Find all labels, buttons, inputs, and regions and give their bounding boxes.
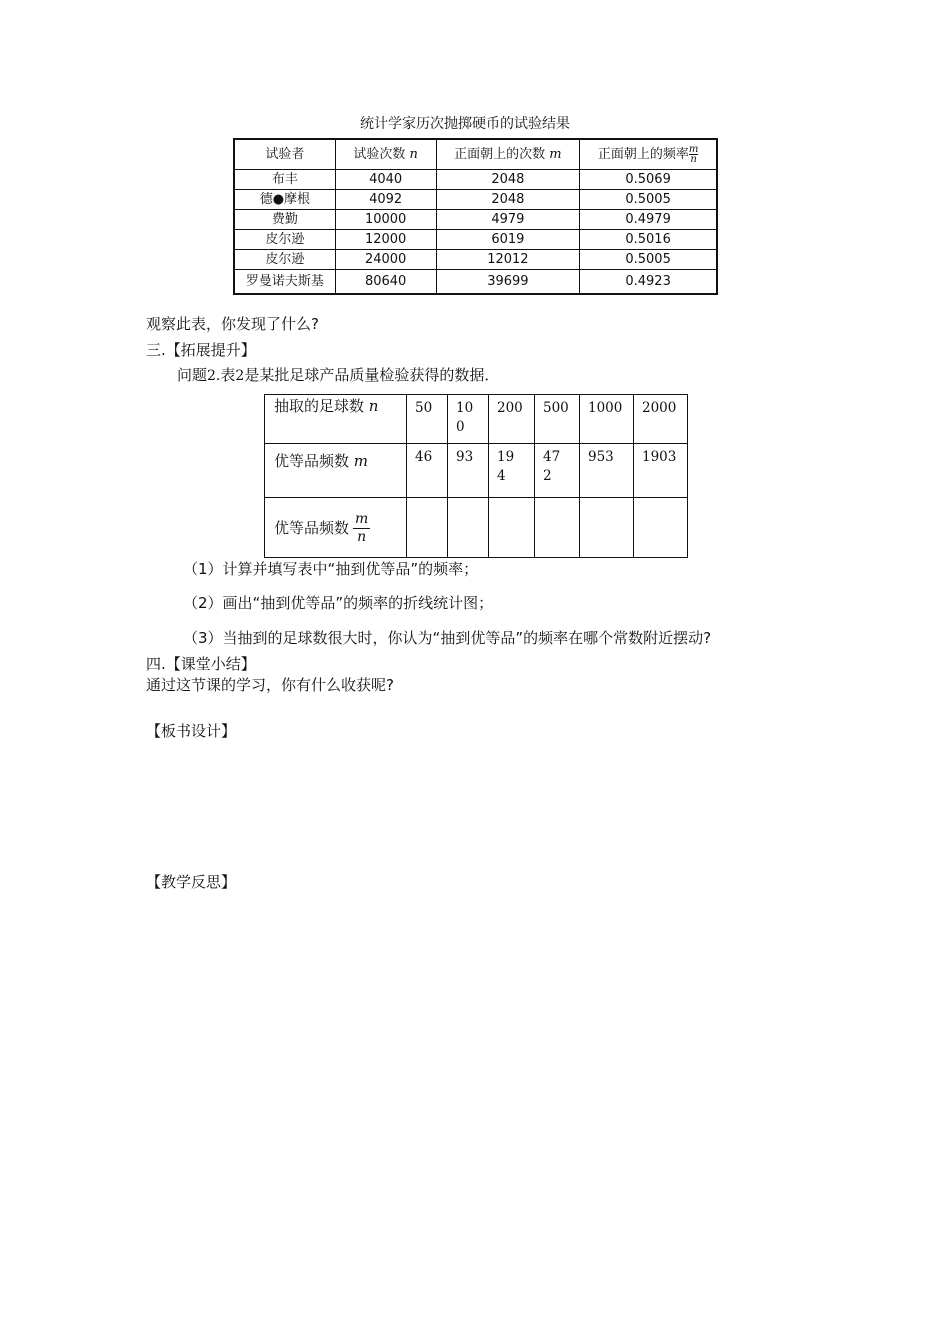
table-row: 布丰 4040 2048 0.5069 [234,170,717,190]
observe-question: 观察此表，你发现了什么? [146,315,319,333]
header-trials: 试验次数 n [335,139,436,170]
coin-toss-table [233,138,718,295]
section-4-heading: 四.【课堂小结】 [146,655,256,673]
empty-cell[interactable] [489,498,535,558]
question-2: （2）画出“抽到优等品”的频率的折线统计图； [183,594,494,612]
empty-cell[interactable] [535,498,580,558]
row-label-excellent: 优等品频数 m [265,444,407,498]
empty-cell[interactable] [580,498,634,558]
table-row: 德●摩根 4092 2048 0.5005 [234,190,717,210]
reflection-heading: 【教学反思】 [146,873,237,891]
summary-question: 通过这节课的学习，你有什么收获呢? [146,676,394,694]
empty-cell[interactable] [634,498,688,558]
row-label-frequency: 优等品频数 $\frac{m}{n}$ [265,498,407,558]
football-quality-table [264,394,688,558]
header-heads-frequency: 正面朝上的频率 $\frac{m}{n}$ [580,139,717,170]
header-experimenter: 试验者 [234,139,335,170]
table-row: 罗曼诺夫斯基 80640 39699 0.4923 [234,270,717,295]
question-3: （3）当抽到的足球数很大时，你认为“抽到优等品”的频率在哪个常数附近摆动? [183,629,712,647]
section-3-heading: 三.【拓展提升】 [146,341,256,359]
table1-title: 统计学家历次抛掷硬币的试验结果 [360,116,570,132]
table-row: 费勤 10000 4979 0.4979 [234,210,717,230]
empty-cell[interactable] [448,498,489,558]
table-row [265,498,688,558]
table-row: 抽取的足球数 n 50 100 200 500 1000 2000 [265,395,688,444]
empty-cell[interactable] [407,498,448,558]
row-label-sampled: 抽取的足球数 n [265,395,407,444]
table-row: 皮尔逊 24000 12012 0.5005 [234,250,717,270]
table-row: 皮尔逊 12000 6019 0.5016 [234,230,717,250]
board-design-heading: 【板书设计】 [146,722,237,740]
problem-2-text: 问题2.表2是某批足球产品质量检验获得的数据． [177,366,500,384]
question-1: （1）计算并填写表中“抽到优等品”的频率； [183,560,479,578]
table-row: 优等品频数 m 46 93 194 472 953 1903 [265,444,688,498]
header-heads-count: 正面朝上的次数 m [436,139,580,170]
